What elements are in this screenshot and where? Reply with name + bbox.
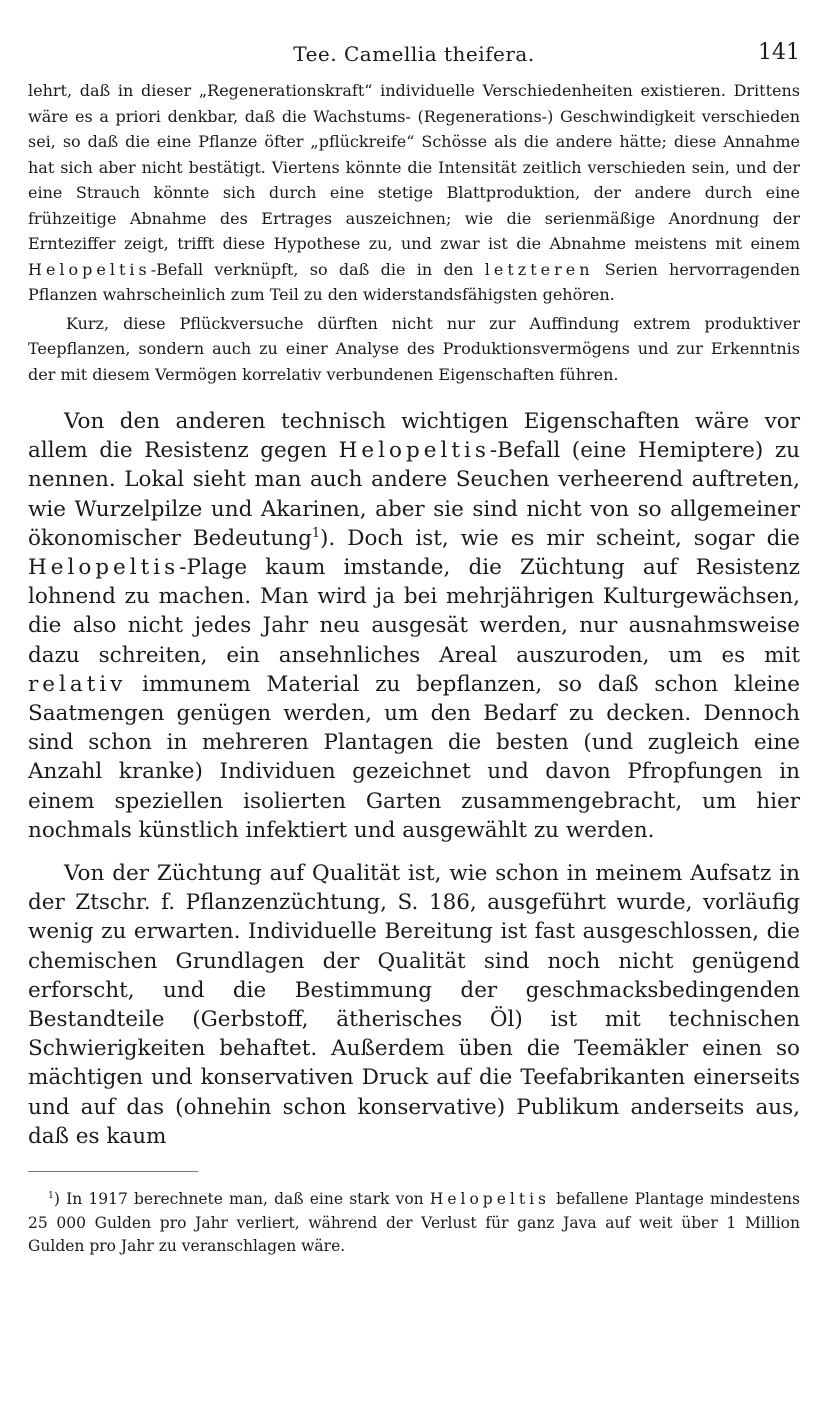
text-run: -Befall (eine Hemiptere) zu nennen. Lokal sieht man auch andere Seuchen verheerend auftreten, wie Wurzelpilze und Akarinen, aber sie sind nicht von so allgemeiner ökonomischer Bedeutung [28, 438, 800, 551]
emphasized-term: relativ [28, 671, 127, 697]
emphasized-term: letzteren [484, 259, 594, 279]
text-run: ) In 1917 berechnete man, daß eine stark von [53, 1190, 430, 1209]
text-run: ). Doch ist, wie es mir scheint, sogar die [320, 525, 800, 551]
paragraph-resistance [28, 407, 800, 845]
footnote-divider [28, 1171, 198, 1172]
page-header [28, 38, 800, 78]
text-run: Von den anderen technisch wichtigen Eigenschaften wäre vor allem die Resistenz gegen [28, 409, 800, 464]
text-run: Serien hervorragenden Pflanzen wahrscheinlich zum Teil zu den widerstandsfähigsten gehören. [28, 259, 800, 304]
footnote-reference[interactable]: 1 [311, 525, 321, 541]
text-run: immunem Material zu bepflanzen, so daß schon kleine Saatmengen genügen werden, um den Bedarf zu decken. Dennoch sind schon in mehreren Plantagen die besten (und zugleich eine Anzahl kranke) Individuen gezeichnet und davon Pfropfungen in einem speziellen isolierten Garten zusammengebracht, um hier nochmals künstlich infektiert und ausgewählt zu werden. [28, 671, 800, 843]
paragraph-quality: Von der Züchtung auf Qualität ist, wie schon in meinem Aufsatz in der Ztschr. f. Pflanzenzüchtung, S. 186, ausgeführt wurde, vorläufig wenig zu erwarten. Individuelle Bereitung ist fast ausgeschlossen, die chemischen Grundlagen der Qualität sind noch nicht genügend erforscht, und die Bestimmung der geschmacksbedingenden Bestandteile (Gerbstoff, ätherisches Öl) ist mit technischen Schwierigkeiten behaftet. Außerdem üben die Teemäkler einen so mächtigen und konservativen Druck auf die Teefabrikanten einerseits und auf das (ohnehin schon konservative) Publikum anderseits aus, daß es kaum [28, 861, 800, 1149]
page-number: 141 [758, 40, 800, 65]
emphasized-term: Helopeltis [28, 259, 151, 279]
emphasized-term: Helopeltis [338, 438, 490, 464]
text-run: lehrt, daß in dieser „Regenerationskraft“ individuelle Verschiedenheiten existieren. Drittens wäre es a priori denkbar, daß die Wachstums- (Regenerations-) Geschwindigkeit verschieden sei, so daß die eine Pflanze öfter „pflückreife“ Schösse als die andere hätte; diese Annahme hat sich aber nicht bestätigt. Viertens könnte die Intensität zeitlich verschieden sein, und der eine Strauch könnte sich durch eine stetige Blattproduktion, der andere durch eine frühzeitige Abnahme des Ertrages auszeichnen; wie die serienmäßige Anordnung der Ernteziffer zeigt, trifft diese Hypothese zu, und zwar ist die Abnahme meistens mit einem [28, 81, 800, 253]
emphasized-term: Helopeltis [429, 1190, 550, 1209]
book-page [28, 38, 800, 1259]
footnote [28, 1188, 800, 1259]
running-title: Tee. Camellia theifera. [293, 42, 535, 66]
paragraph-summary: Kurz, diese Pflückversuche dürften nicht nur zur Auffindung extrem produktiver Teepflanzen, sondern auch zu einer Analyse des Produktionsvermögens und zur Erkenntnis der mit diesem Vermögen korrelativ verbundenen Eigenschaften führen. [28, 313, 800, 384]
footnote-marker: 1 [48, 1189, 54, 1201]
text-run: -Plage kaum imstande, die Züchtung auf Resistenz lohnend zu machen. Man wird ja bei mehrjährigen Kulturgewächsen, die also nicht jedes Jahr neu ausgesät werden, nur ausnahmsweise dazu schreiten, ein ansehnliches Areal auszuroden, um es mit [28, 555, 800, 668]
paragraph-pluck-experiments-continued [28, 78, 800, 308]
text-run: -Befall verknüpft, so daß die in den [150, 259, 485, 279]
emphasized-term: Helopeltis [28, 555, 180, 581]
text-run: befallene Plantage mindestens 25 000 Gulden pro Jahr verliert, während der Verlust für ganz Java auf weit über 1 Million Gulden pro Jahr zu veranschlagen wäre. [28, 1190, 800, 1256]
